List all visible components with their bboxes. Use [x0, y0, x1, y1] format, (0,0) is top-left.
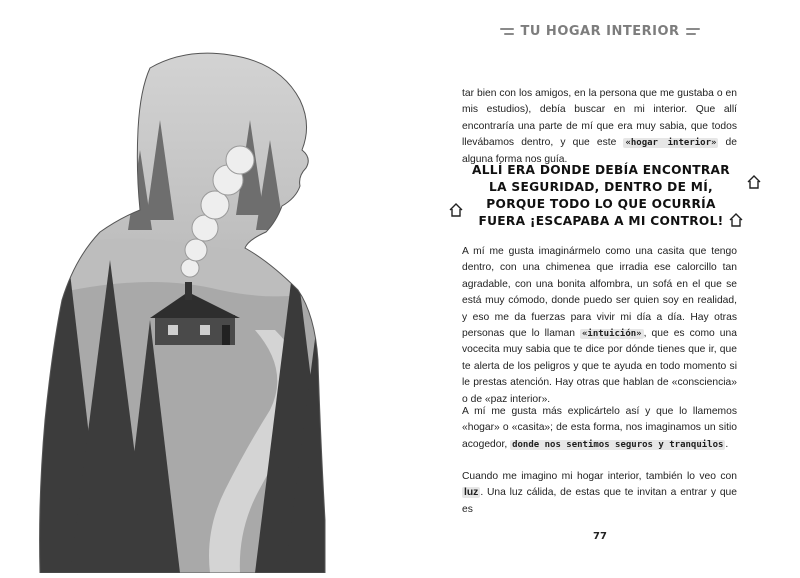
highlight-hogar-interior: «hogar interior» — [625, 138, 717, 149]
highlight-luz: luz — [464, 487, 479, 499]
house-outline-icon — [728, 212, 744, 228]
pull-quote: ALLÍ ERA DONDE DEBÍA ENCONTRAR LA SEGURIDAD, DENTRO DE MÍ, PORQUE TODO LO QUE OCURRÍA FUERA ¡ESCAPABA A MI CONTROL! — [472, 163, 730, 228]
house-outline-icon — [448, 202, 464, 218]
highlight-seguros-tranquilos: donde nos sentimos seguros y tranquilos — [512, 439, 724, 450]
running-head-title: TU HOGAR INTERIOR — [520, 23, 680, 39]
decorative-dash-icon — [500, 28, 514, 35]
text-page — [400, 0, 800, 573]
paragraph-2: A mí me gusta imaginármelo como una casita que tengo dentro, con una chimenea que irradia ese calorcillo tan agradable, con una bonita alfombra, un sofá en el que se está muy cómodo, donde puedo ser quien soy en realidad, y eso me da fuerzas para vivir mi día a día. Hay otras personas que lo llaman «intuición» , que es como una vocecita muy sabia que te dice por dónde tienes que ir, que te alerta de los peligros y que te ayuda en todo momento si le prestas atención. Hay otras que hablan de «consciencia» o de «paz interior». — [462, 246, 737, 405]
decorative-dash-icon — [686, 28, 700, 35]
paragraph-1: tar bien con los amigos, en la persona que me gustaba o en mis estudios), debía buscar en mi interior. Que allí encontraría una parte de mí que era muy sabia, que todos llevábamos dentro, y que este «hogar interior» de alguna forma nos guía. — [462, 88, 737, 165]
highlight-intuicion: «intuición» — [582, 329, 642, 340]
paragraph-4: Cuando me imagino mi hogar interior, también lo veo con luz . Una luz cálida, de estas que te invitan a entrar y que es — [462, 471, 737, 515]
house-outline-icon — [746, 174, 762, 190]
running-head — [520, 20, 680, 42]
illustration-page — [0, 0, 400, 573]
paragraph-3: A mí me gusta más explicártelo así y que lo llamemos «hogar» o «casita»; de esta forma, nos imaginamos un sitio acogedor, donde nos sentimos seguros y tranquilos . — [462, 406, 737, 450]
page-number: 77 — [593, 531, 607, 542]
silhouette-illustration — [0, 0, 400, 573]
